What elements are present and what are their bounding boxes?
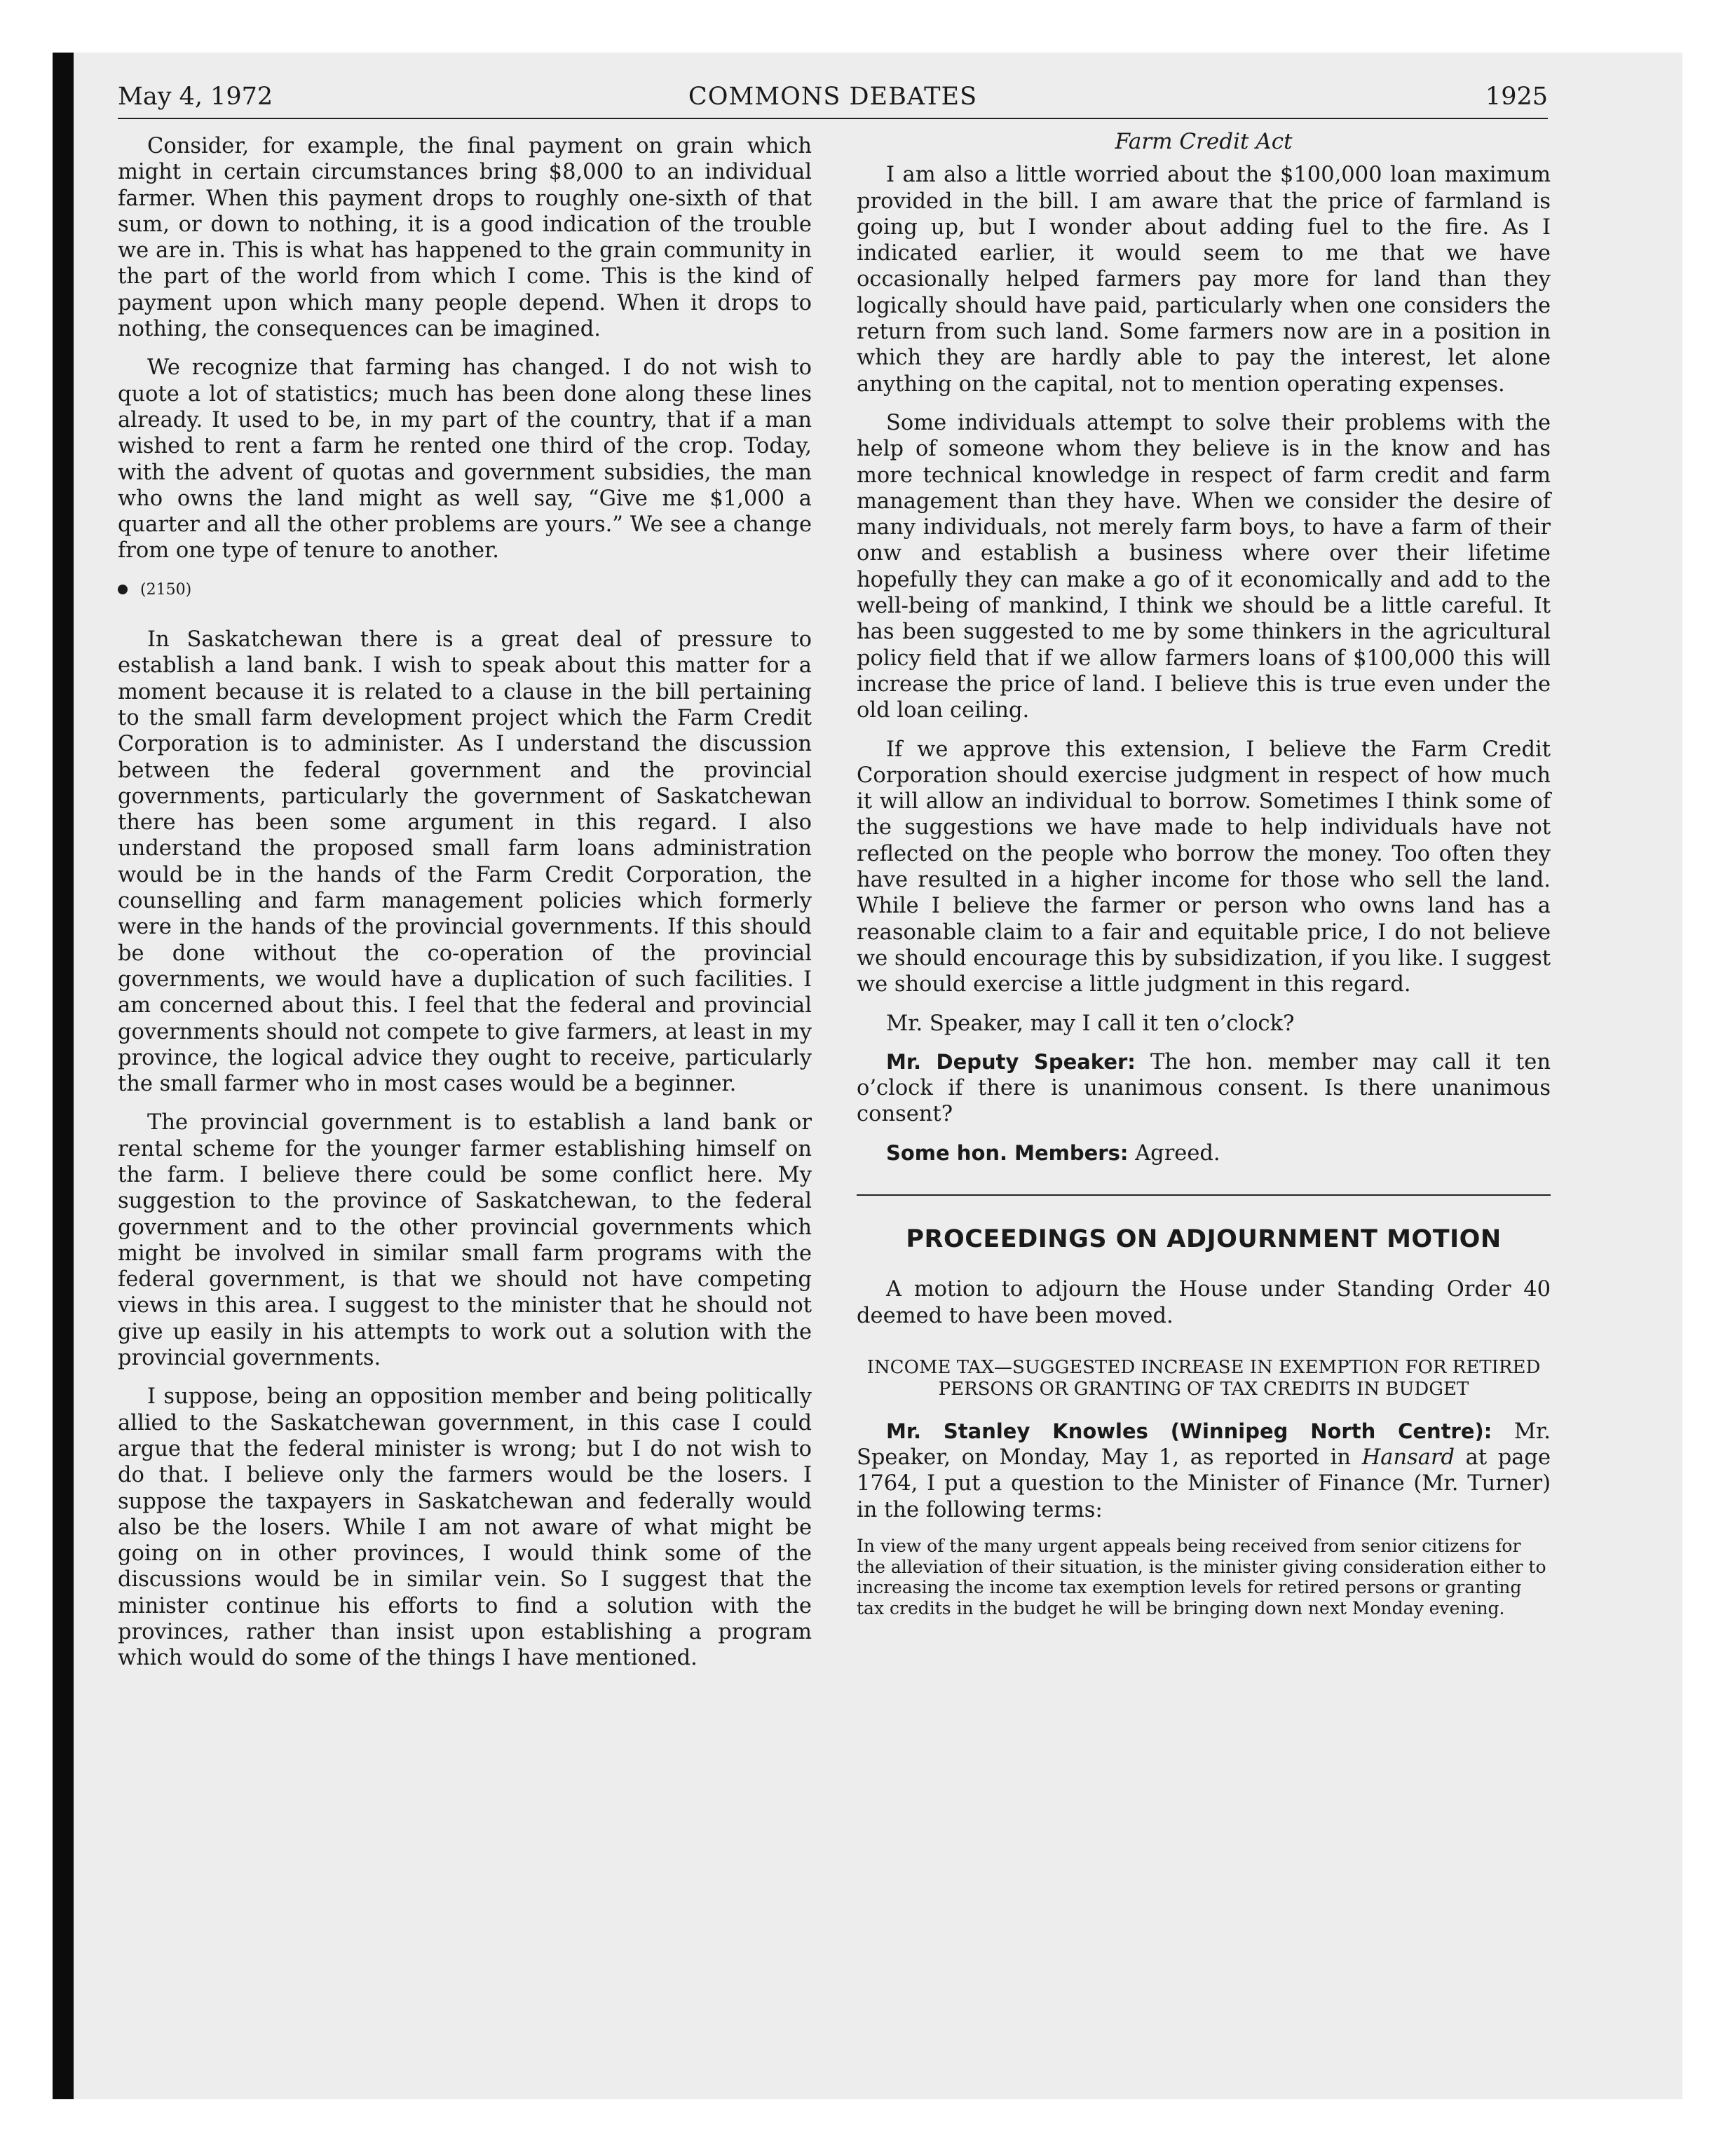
statement-text: Agreed. bbox=[1135, 1140, 1220, 1166]
hansard-reference: Hansard bbox=[1361, 1445, 1455, 1471]
bullet-icon bbox=[118, 585, 128, 594]
header-date: May 4, 1972 bbox=[118, 83, 273, 111]
speaker-name: Mr. Stanley Knowles (Winnipeg North Centre): bbox=[886, 1419, 1492, 1443]
section-divider bbox=[857, 1194, 1551, 1196]
statement-text: The hon. member may call it ten o’clock if there is unanimous consent. Is there unanimous consent? bbox=[857, 1049, 1551, 1127]
paragraph: In Saskatchewan there is a great deal of pressure to establish a land bank. I wish to speak about this matter for a moment because it is related to a clause in the bill pertaining to the small farm development project which the Farm Credit Corporation is to administer. As I understand the discussion between the federal government and the provincial governments, particularly the government of Saskatchewan there has been some argument in this regard. I also understand the proposed small farm loans administration would be in the hands of the Farm Credit Corporation, the counselling and farm management policies which formerly were in the hands of the provincial governments. If this should be done without the co-operation of the provincial governments, we would have a duplication of such facilities. I am concerned about this. I feel that the federal and provincial governments should not compete to give farmers, at least in my province, the logical advice they ought to receive, particularly the small farmer who in most cases would be a beginner. bbox=[118, 627, 812, 1097]
scan-edge-shadow bbox=[53, 53, 74, 2099]
deputy-speaker-statement bbox=[857, 1049, 1551, 1128]
page-number: 1925 bbox=[1485, 83, 1548, 111]
page-header bbox=[118, 83, 1548, 119]
right-column bbox=[857, 129, 1551, 1631]
paragraph: Consider, for example, the final payment on grain which might in certain circumstances bring $8,000 to an individual farmer. When this payment drops to roughly one-sixth of that sum, or down to nothing, it is a good indication of the trouble we are in. This is what has happened to the grain community in the part of the world from which I come. This is the kind of payment upon which many people depend. When it drops to nothing, the consequences can be imagined. bbox=[118, 134, 812, 342]
header-title: COMMONS DEBATES bbox=[688, 83, 978, 111]
members-response bbox=[857, 1140, 1551, 1166]
left-column bbox=[118, 133, 812, 1684]
paragraph: Mr. Speaker, may I call it ten o’clock? bbox=[886, 1011, 1295, 1036]
paragraph: We recognize that farming has changed. I do not wish to quote a lot of statistics; much has been done along these lines already. It used to be, in my part of the country, that if a man wished to rent a farm he rented one third of the crop. Today, with the advent of quotas and government subsidies, the man who owns the land might as well say, “Give me $1,000 a quarter and all the other problems are yours.” We see a change from one type of tenure to another. bbox=[118, 355, 812, 564]
paragraph: I suppose, being an opposition member and being politically allied to the Saskatchewan government, in this case I could argue that the federal minister is wrong; but I do not wish to do that. I believe only the farmers would be the losers. I suppose the taxpayers in Saskatchewan and federally would also be the losers. While I am not aware of what might be going on in other provinces, I would think some of the discussions would be in similar vein. So I suggest that the minister continue his efforts to find a solution with the provinces, rather than insist upon establishing a program which would do some of the things I have mentioned. bbox=[118, 1384, 812, 1671]
paragraph: Some individuals attempt to solve their problems with the help of someone whom they believe is in the know and has more technical knowledge in respect of farm credit and farm management than they have. When we consider the desire of many individuals, not merely farm boys, to have a farm of their onw and establish a business where over their lifetime hopefully they can make a go of it economically and add to the well-being of mankind, I think we should be a little careful. It has been suggested to me by some thinkers in the agricultural policy field that if we allow farmers loans of $100,000 this will increase the price of land. I believe this is true even under the old loan ceiling. bbox=[857, 410, 1551, 723]
debate-subheading: INCOME TAX—SUGGESTED INCREASE IN EXEMPTION FOR RETIRED PERSONS OR GRANTING OF TAX CREDITS IN BUDGET bbox=[866, 1356, 1541, 1400]
time-marker-label: (2150) bbox=[140, 580, 192, 599]
speaker-name: Some hon. Members: bbox=[886, 1140, 1129, 1165]
paragraph: The provincial government is to establish a land bank or rental scheme for the younger farmer establishing himself on the farm. I believe there could be some conflict here. My suggestion to the province of Saskatchewan, to the federal government and to the other provincial governments which might be involved in similar small farm programs with the federal government, is that we should not have competing views in this area. I suggest to the minister that he should not give up easily in his attempts to work out a solution with the provincial governments. bbox=[118, 1110, 812, 1371]
knowles-statement bbox=[857, 1419, 1551, 1523]
paragraph: If we approve this extension, I believe the Farm Credit Corporation should exercise judgment in respect of how much it will allow an individual to borrow. Sometimes I think some of the suggestions we have made to help individuals have not reflected on the people who borrow the money. Too often they have resulted in a higher income for those who sell the land. While I believe the farmer or person who owns land has a reasonable claim to a fair and equitable price, I do not believe we should encourage this by subsidization, if you like. I suggest we should exercise a little judgment in this regard. bbox=[857, 737, 1551, 997]
statement-text: at page 1764, I put a question to the Minister of Finance (Mr. Turner) in the following terms: bbox=[857, 1445, 1551, 1522]
motion-text: A motion to adjourn the House under Standing Order 40 deemed to have been moved. bbox=[857, 1277, 1551, 1328]
paragraph: I am also a little worried about the $100,000 loan maximum provided in the bill. I am aware that the price of farmland is going up, but I wonder about adding fuel to the fire. As I indicated earlier, it would seem to me that we have occasionally helped farmers pay more for land than they logically should have paid, particularly when one considers the return from such land. Some farmers now are in a position in which they are hardly able to pay the interest, let alone anything on the capital, not to mention operating expenses. bbox=[857, 163, 1551, 397]
section-title: PROCEEDINGS ON ADJOURNMENT MOTION bbox=[906, 1224, 1502, 1253]
quoted-question: In view of the many urgent appeals being received from senior citizens for the alleviation of their situation, is the minister giving consideration either to increasing the income tax exemption levels for retired persons or granting tax credits in the budget he will be bringing down next Monday evening. bbox=[857, 1536, 1546, 1618]
running-head: Farm Credit Act bbox=[1115, 129, 1293, 154]
time-marker bbox=[118, 577, 812, 603]
statement-text: Mr. Speaker, on Monday, May 1, as reported in bbox=[857, 1419, 1551, 1471]
speaker-name: Mr. Deputy Speaker: bbox=[886, 1049, 1136, 1074]
